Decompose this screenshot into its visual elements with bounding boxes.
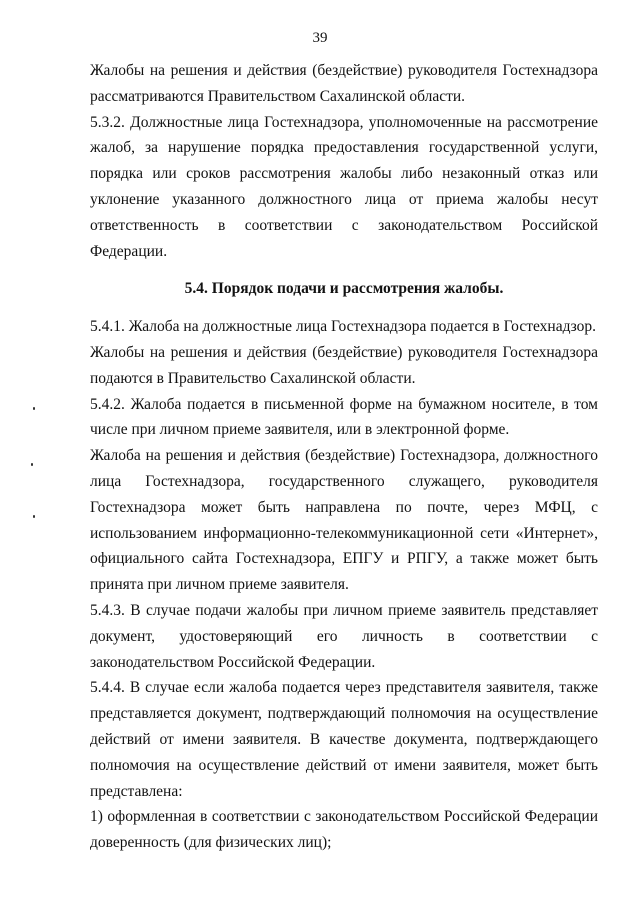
paragraph-p2: 5.3.2. Должностные лица Гостехнадзора, уполномоченные на рассмотрение жалоб, за нарушение порядка предоставления государственной услуги, порядка или сроков рассмотрения жалобы либо незаконный отказ или уклонение указанного должностного лица от приема жалобы несут ответственность в соответствии с законодательством Российской Федерации.	[90, 113, 598, 260]
page-number: 39	[312, 30, 328, 46]
paragraph-p4: Жалобы на решения и действия (бездействие) руководителя Гостехнадзора подаются в Правительство Сахалинской области.	[90, 343, 598, 387]
paragraph-p7: 5.4.3. В случае подачи жалобы при личном приеме заявитель представляет документ, удостоверяющий его личность в соответствии с законодательством Российской Федерации.	[90, 601, 598, 671]
section-heading: 5.4. Порядок подачи и рассмотрения жалобы.	[184, 280, 504, 298]
paragraph-p8: 5.4.4. В случае если жалоба подается через представителя заявителя, также представляется документ, подтверждающий полномочия на осуществление действий от имени заявителя. В качестве документа, подтверждающего полномочия на осуществление действий от имени заявителя, может быть представлена:	[90, 679, 598, 800]
paragraph-p6: Жалоба на решения и действия (бездействие) Гостехнадзора, должностного лица Гостехнадзора, государственного служащего, руководителя Гостехнадзора может быть направлена по почте, через МФЦ, с использованием информационно-телекоммуникационной сети «Интернет», официального сайта Гостехнадзора, ЕПГУ и РПГУ, а также может быть принята при личном приеме заявителя.	[90, 447, 598, 594]
scan-speck	[33, 407, 35, 410]
document-body	[90, 58, 598, 856]
paragraph-p9: 1) оформленная в соответствии с законодательством Российской Федерации доверенность (для физических лиц);	[90, 808, 598, 852]
paragraph-p5: 5.4.2. Жалоба подается в письменной форме на бумажном носителе, в том числе при личном приеме заявителя, или в электронной форме.	[90, 395, 598, 439]
scan-speck	[33, 515, 35, 518]
paragraph-p3: 5.4.1. Жалоба на должностные лица Гостехнадзора подается в Гостехнадзор.	[90, 318, 597, 336]
scan-speck	[31, 463, 33, 466]
paragraph-p1: Жалобы на решения и действия (бездействие) руководителя Гостехнадзора рассматриваются Правительством Сахалинской области.	[90, 62, 598, 105]
